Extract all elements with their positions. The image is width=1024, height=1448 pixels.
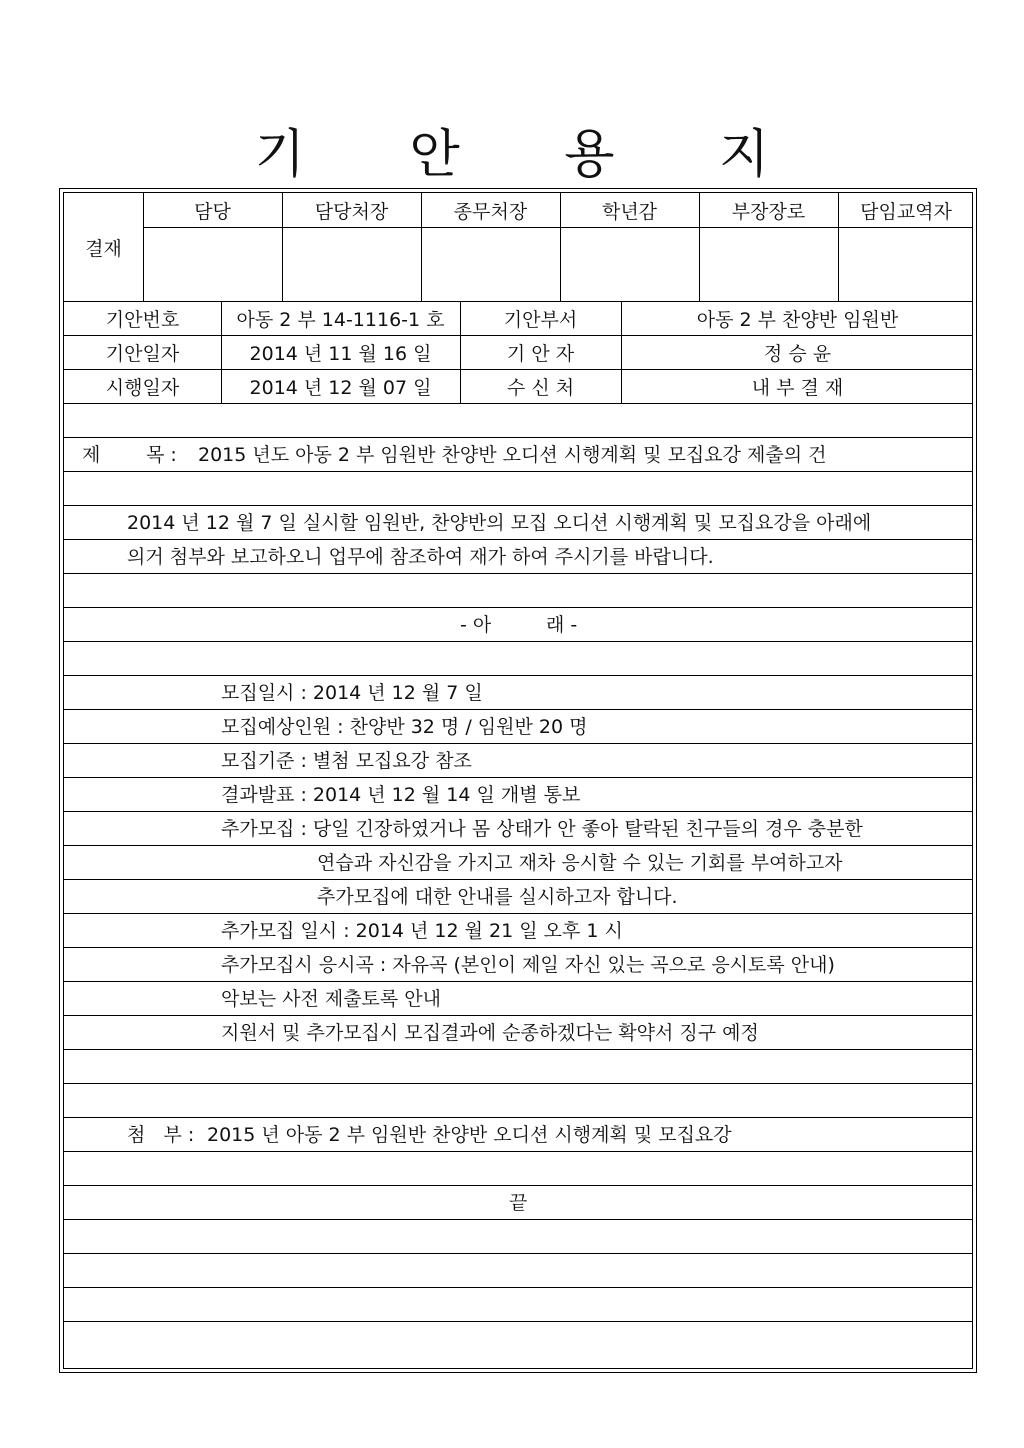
dept-value: 아동 2 부 찬양반 임원반 bbox=[696, 308, 899, 331]
item-row bbox=[64, 709, 972, 743]
item-result: 결과발표 : 2014 년 12 월 14 일 개별 통보 bbox=[221, 784, 581, 806]
blank-row bbox=[64, 1083, 972, 1117]
item-expected-count: 모집예상인원 : 찬양반 32 명 / 임원반 20 명 bbox=[221, 716, 588, 738]
body-line-1: 2014 년 12 월 7 일 실시할 임원반, 찬양반의 모집 오디션 시행계획 및 모집요강을 아래에 bbox=[127, 512, 872, 534]
item-recruit-date: 모집일시 : 2014 년 12 월 7 일 bbox=[221, 682, 483, 704]
item-row bbox=[64, 845, 972, 879]
attachment-text: 2015 년 아동 2 부 임원반 찬양반 오디션 시행계획 및 모집요강 bbox=[207, 1124, 732, 1146]
blank-row bbox=[64, 573, 972, 607]
draft-no-value: 아동 2 부 14-1116-1 호 bbox=[236, 308, 445, 331]
recipient-label: 수 신 처 bbox=[506, 376, 575, 399]
page-title: 기 안 용 지 bbox=[254, 125, 814, 185]
item-row bbox=[64, 777, 972, 811]
approval-role-4: 학년감 bbox=[601, 200, 658, 223]
subject-label-2: 목 : bbox=[146, 444, 177, 466]
blank-row bbox=[64, 1219, 972, 1253]
item-extra-line-1: 추가모집 : 당일 긴장하였거나 몸 상태가 안 좋아 탈락된 친구들의 경우 충분한 bbox=[221, 818, 863, 840]
blank-row bbox=[64, 1287, 972, 1321]
item-row bbox=[64, 743, 972, 777]
below-heading-row bbox=[64, 607, 972, 641]
draft-date-value: 2014 년 11 월 16 일 bbox=[249, 342, 432, 365]
item-extra-song: 추가모집시 응시곡 : 자유곡 (본인이 제일 자신 있는 곡으로 응시토록 안내) bbox=[221, 954, 835, 976]
end-mark: 끝 bbox=[509, 1192, 528, 1214]
blank-row bbox=[64, 1321, 972, 1355]
item-row bbox=[64, 1015, 972, 1049]
approval-role-5: 부장장로 bbox=[731, 200, 806, 223]
blank-row bbox=[64, 471, 972, 505]
draft-no-label: 기안번호 bbox=[105, 308, 180, 331]
approval-role-2: 담당처장 bbox=[314, 200, 389, 223]
blank-row bbox=[64, 641, 972, 675]
blank-row bbox=[64, 1253, 972, 1287]
item-extra-line-3: 추가모집에 대한 안내를 실시하고자 합니다. bbox=[317, 886, 678, 908]
approval-role-1: 담당 bbox=[194, 200, 231, 223]
attachment-row bbox=[64, 1117, 972, 1151]
item-row bbox=[64, 879, 972, 913]
divider bbox=[143, 227, 972, 228]
item-row bbox=[64, 981, 972, 1015]
subject-label-1: 제 bbox=[82, 444, 101, 466]
blank-row bbox=[64, 403, 972, 437]
item-extra-line-2: 연습과 자신감을 가지고 재차 응시할 수 있는 기회를 부여하고자 bbox=[317, 852, 843, 874]
below-heading-2: 래 - bbox=[546, 614, 578, 636]
item-row bbox=[64, 675, 972, 709]
document-frame bbox=[59, 188, 977, 1373]
exec-date-value: 2014 년 12 월 07 일 bbox=[249, 376, 432, 399]
item-pledge: 지원서 및 추가모집시 모집결과에 순종하겠다는 확약서 징구 예정 bbox=[221, 1022, 759, 1044]
dept-label: 기안부서 bbox=[503, 308, 578, 331]
body-row bbox=[64, 505, 972, 539]
subject-row bbox=[64, 437, 972, 471]
form-table bbox=[63, 192, 973, 1369]
item-row bbox=[64, 913, 972, 947]
end-row bbox=[64, 1185, 972, 1219]
attachment-label: 첨 부 : bbox=[127, 1124, 195, 1146]
blank-row bbox=[64, 1151, 972, 1185]
draft-date-label: 기안일자 bbox=[105, 342, 180, 365]
body-line-2: 의거 첨부와 보고하오니 업무에 참조하여 재가 하여 주시기를 바랍니다. bbox=[127, 546, 714, 568]
body-row bbox=[64, 539, 972, 573]
subject-text: 2015 년도 아동 2 부 임원반 찬양반 오디션 시행계획 및 모집요강 제출의 건 bbox=[198, 444, 827, 466]
item-criteria: 모집기준 : 별첨 모집요강 참조 bbox=[221, 750, 472, 772]
item-row bbox=[64, 811, 972, 845]
approval-role-3: 종무처장 bbox=[453, 200, 528, 223]
below-heading-1: - 아 bbox=[460, 614, 492, 636]
exec-date-label: 시행일자 bbox=[105, 376, 180, 399]
item-sheet-music: 악보는 사전 제출토록 안내 bbox=[221, 988, 442, 1010]
approval-label: 결재 bbox=[85, 237, 122, 260]
recipient-value: 내 부 결 재 bbox=[751, 376, 844, 399]
drafter-value: 정 승 윤 bbox=[763, 342, 832, 365]
drafter-label: 기 안 자 bbox=[506, 342, 575, 365]
approval-role-6: 담임교역자 bbox=[860, 200, 952, 223]
blank-row bbox=[64, 1049, 972, 1083]
item-extra-date: 추가모집 일시 : 2014 년 12 월 21 일 오후 1 시 bbox=[221, 920, 623, 942]
item-row bbox=[64, 947, 972, 981]
